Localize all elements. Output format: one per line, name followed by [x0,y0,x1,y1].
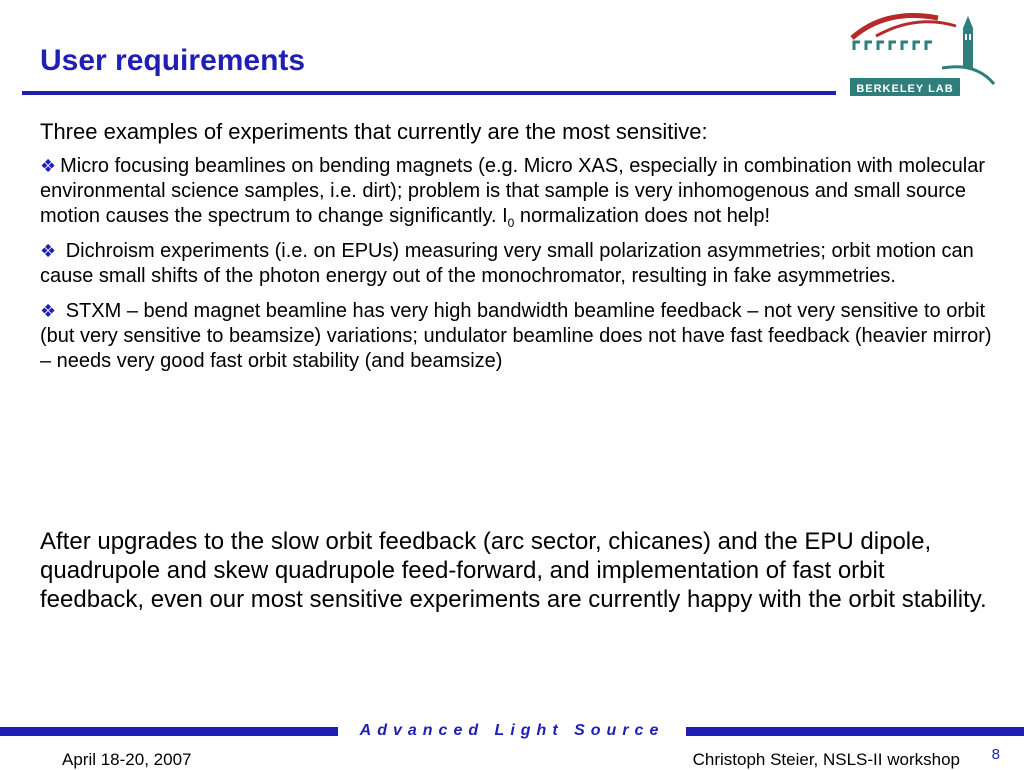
intro-text: Three examples of experiments that currently are the most sensitive: [40,119,708,144]
slide-content [40,118,1000,384]
page-number: 8 [991,746,1000,763]
title-underline [22,91,836,95]
berkeley-lab-logo [846,4,996,98]
footer-date: April 18-20, 2007 [62,750,192,769]
diamond-bullet-icon: ❖ [40,156,57,176]
footer-bar-left [0,727,338,736]
bullet-item [40,154,1000,229]
footer-brand: Advanced Light Source [359,722,665,739]
bullet-text-continued: normalization does not help! [514,205,771,227]
logo-text: BERKELEY LAB [856,83,954,95]
bullet-text: Micro focusing beamlines on bending magnets (e.g. Micro XAS, especially in combination with molecular environmental science samples, i.e. dirt); problem is that sample is very inhomogenous and small source motion causes the spectrum to change significantly. I [40,155,986,227]
bullet-text: STXM – bend magnet beamline has very high bandwidth beamline feedback – not very sensitive to orbit (but very sensitive to beamsize) variations; undulator beamline does not have fast feedback (heavier mirror) – needs very good fast orbit stability (and beamsize) [40,300,992,372]
footer-bar-right [686,727,1024,736]
summary-paragraph: After upgrades to the slow orbit feedback (arc sector, chicanes) and the EPU dipole, quadrupole and skew quadrupole feed-forward, and implementation of fast orbit feedback, even our most sensitive experiments are currently happy with the orbit stability. [40,528,987,613]
diamond-bullet-icon: ❖ [40,241,57,261]
bullet-item [40,239,1000,289]
slide-title: User requirements [40,44,306,77]
bullet-subscript: 0 [507,216,515,230]
diamond-bullet-icon: ❖ [40,301,57,321]
bullet-item [40,299,1000,374]
footer-author: Christoph Steier, NSLS-II workshop [692,750,960,769]
bullet-text: Dichroism experiments (i.e. on EPUs) measuring very small polarization asymmetries; orbit motion can cause small shifts of the photon energy out of the monochromator, resulting in fake asymmetries. [40,240,974,287]
